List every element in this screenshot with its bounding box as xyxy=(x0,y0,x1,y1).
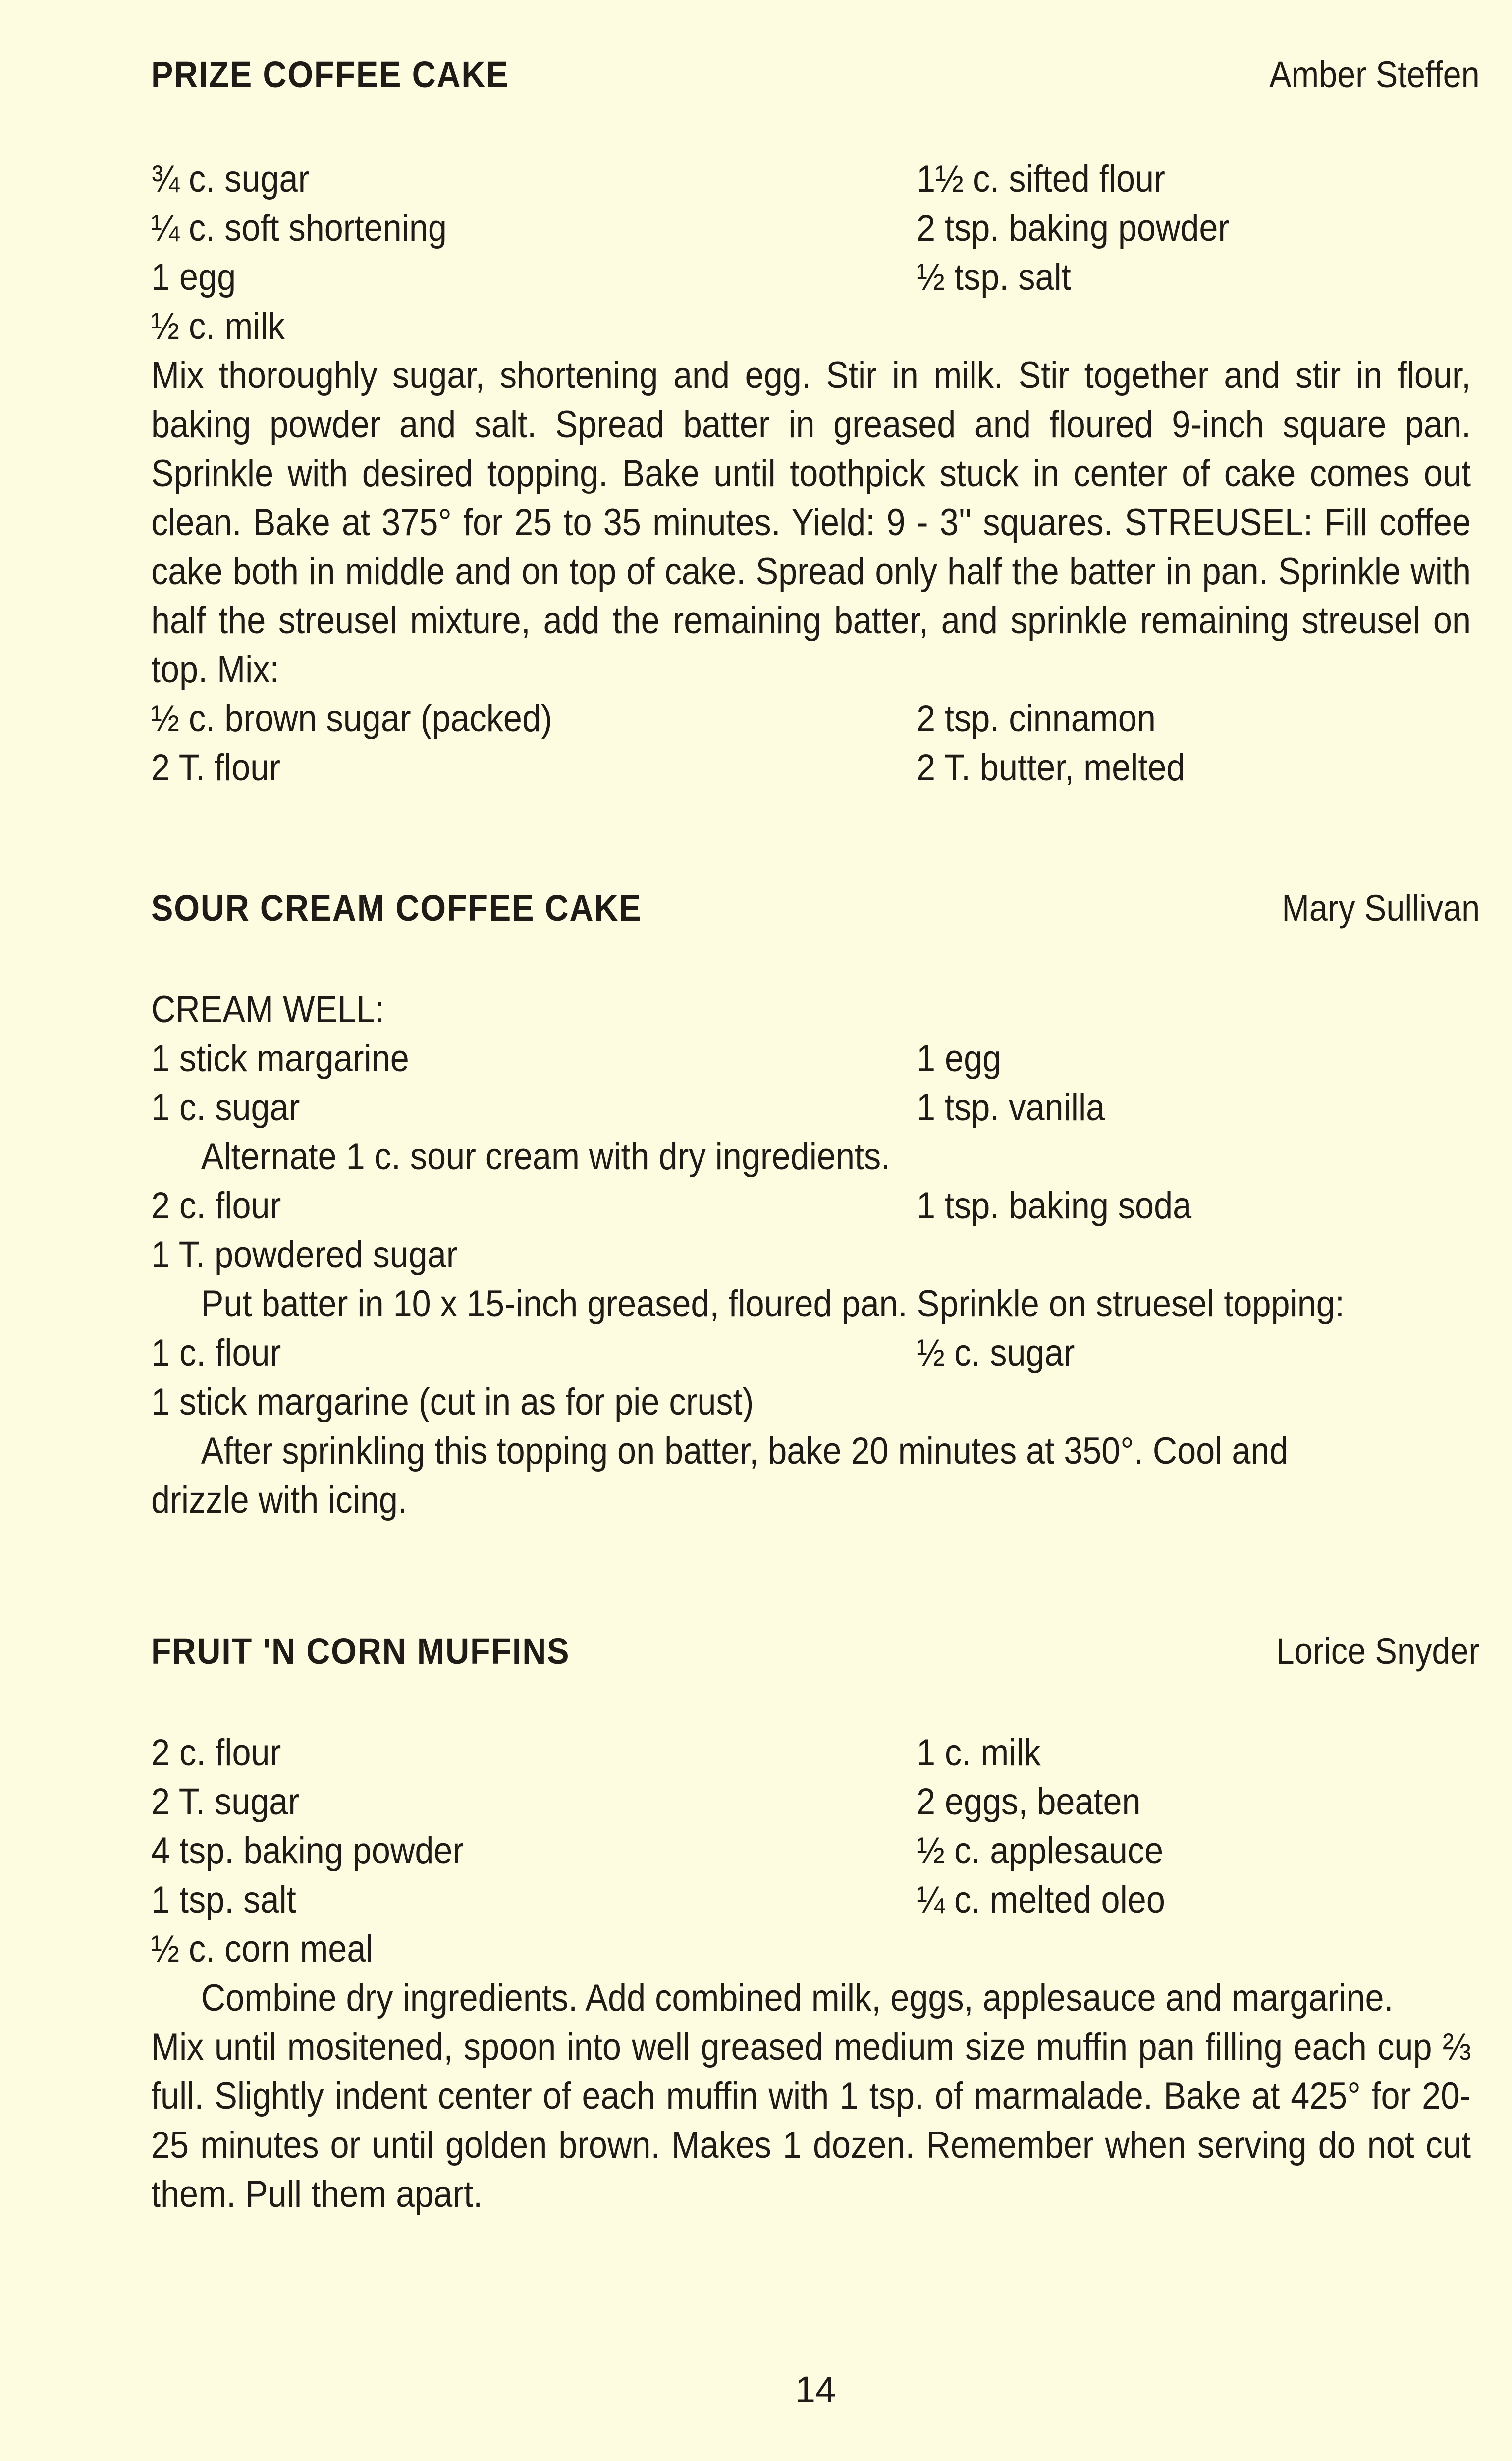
recipe-author: Amber Steffen xyxy=(1269,54,1480,95)
recipe-header xyxy=(151,887,1480,941)
ingredient-row xyxy=(151,1181,1480,1230)
ingredient: 2 tsp. baking powder xyxy=(917,207,1230,249)
page-number: 14 xyxy=(795,2369,836,2410)
ingredient-row xyxy=(151,1034,1480,1083)
ingredient-row xyxy=(151,155,1480,204)
ingredient-row xyxy=(151,1826,1480,1875)
ingredient: 2 eggs, beaten xyxy=(917,1781,1141,1823)
ingredient: 2 tsp. cinnamon xyxy=(917,698,1156,740)
recipe-sour-cream-coffee-cake xyxy=(151,887,1480,1525)
ingredient: ¼ c. soft shortening xyxy=(151,207,447,249)
ingredient: 1 egg xyxy=(151,256,236,298)
recipe-instructions: Mix until mositened, spoon into well greased medium size muffin pan filling each cup ⅔ full. Slightly indent center of each muffin with 1 tsp. of marmalade. Bake at 425° for 20-25 minutes or until golden brown. Makes 1 dozen. Remember when serving do not cut them. Pull them apart. xyxy=(151,2026,1471,2215)
recipe-header xyxy=(151,54,1480,108)
ingredient: 1 c. sugar xyxy=(151,1087,300,1129)
ingredient: 1 tsp. baking soda xyxy=(917,1185,1192,1227)
recipe-prize-coffee-cake xyxy=(151,54,1480,792)
ingredient: 2 T. sugar xyxy=(151,1781,300,1823)
recipe-page xyxy=(151,0,1480,2461)
instruction-line: Combine dry ingredients. Add combined milk, eggs, applesauce and margarine. xyxy=(201,1977,1394,2019)
ingredient-row xyxy=(151,1728,1480,1777)
ingredient: 1 tsp. salt xyxy=(151,1879,296,1921)
ingredient: ½ c. sugar xyxy=(917,1332,1075,1374)
ingredient: ½ tsp. salt xyxy=(917,256,1071,298)
instruction-line: After sprinkling this topping on batter, bake 20 minutes at 350°. Cool and xyxy=(201,1430,1289,1472)
ingredient: 1 stick margarine xyxy=(151,1038,409,1080)
ingredient: 1 T. powdered sugar xyxy=(151,1234,458,1276)
ingredient: 2 c. flour xyxy=(151,1185,281,1227)
ingredient: 1½ c. sifted flour xyxy=(917,158,1165,200)
ingredient: ½ c. brown sugar (packed) xyxy=(151,698,552,740)
ingredient: 1 stick margarine (cut in as for pie crust) xyxy=(151,1381,754,1423)
ingredient: 2 T. flour xyxy=(151,747,281,789)
recipe-fruit-n-corn-muffins xyxy=(151,1630,1480,2219)
ingredient: 1 c. flour xyxy=(151,1332,281,1374)
ingredient: 1 c. milk xyxy=(917,1732,1041,1774)
recipe-title: SOUR CREAM COFFEE CAKE xyxy=(151,887,642,929)
ingredient: 2 T. butter, melted xyxy=(917,747,1186,789)
ingredient-row xyxy=(151,204,1480,253)
recipe-title: PRIZE COFFEE CAKE xyxy=(151,54,509,95)
recipe-title: FRUIT 'N CORN MUFFINS xyxy=(151,1631,570,1672)
ingredient: 2 c. flour xyxy=(151,1732,281,1774)
recipe-author: Lorice Snyder xyxy=(1276,1631,1480,1672)
instruction-line: Alternate 1 c. sour cream with dry ingredients. xyxy=(201,1136,891,1178)
ingredient-row xyxy=(151,253,1480,302)
ingredient: ½ c. applesauce xyxy=(917,1830,1164,1872)
ingredient: ¾ c. sugar xyxy=(151,158,310,200)
recipe-instructions: Mix thoroughly sugar, shortening and egg. Stir in milk. Stir together and stir in flour, baking powder and salt. Spread batter in greased and floured 9-inch square pan. Sprinkle with desired topping. Bake until toothpick stuck in center of cake comes out clean. Bake at 375° for 25 to 35 minutes. Yield: 9 - 3'' squares. STREUSEL: Fill coffee cake both in middle and on top of cake. Spread only half the batter in pan. Sprinkle with half the streusel mixture, add the remaining batter, and sprinkle remaining streusel on top. Mix: xyxy=(151,354,1471,691)
ingredient-row xyxy=(151,1875,1480,1924)
instruction-line: drizzle with icing. xyxy=(151,1479,407,1521)
recipe-author: Mary Sullivan xyxy=(1282,887,1480,929)
ingredient: 4 tsp. baking powder xyxy=(151,1830,464,1872)
ingredient: 1 egg xyxy=(917,1038,1002,1080)
instruction-line: Put batter in 10 x 15-inch greased, floured pan. Sprinkle on struesel topping: xyxy=(201,1283,1345,1325)
ingredient: 1 tsp. vanilla xyxy=(917,1087,1105,1129)
ingredient-row xyxy=(151,694,1480,743)
ingredient: ½ c. milk xyxy=(151,305,285,347)
ingredient-row xyxy=(151,1328,1480,1377)
ingredient: ¼ c. melted oleo xyxy=(917,1879,1165,1921)
ingredient-row xyxy=(151,1083,1480,1132)
section-label: CREAM WELL: xyxy=(151,988,385,1031)
ingredient-row xyxy=(151,1777,1480,1826)
recipe-header xyxy=(151,1630,1480,1685)
ingredient: ½ c. corn meal xyxy=(151,1928,374,1970)
ingredient-row xyxy=(151,743,1480,792)
